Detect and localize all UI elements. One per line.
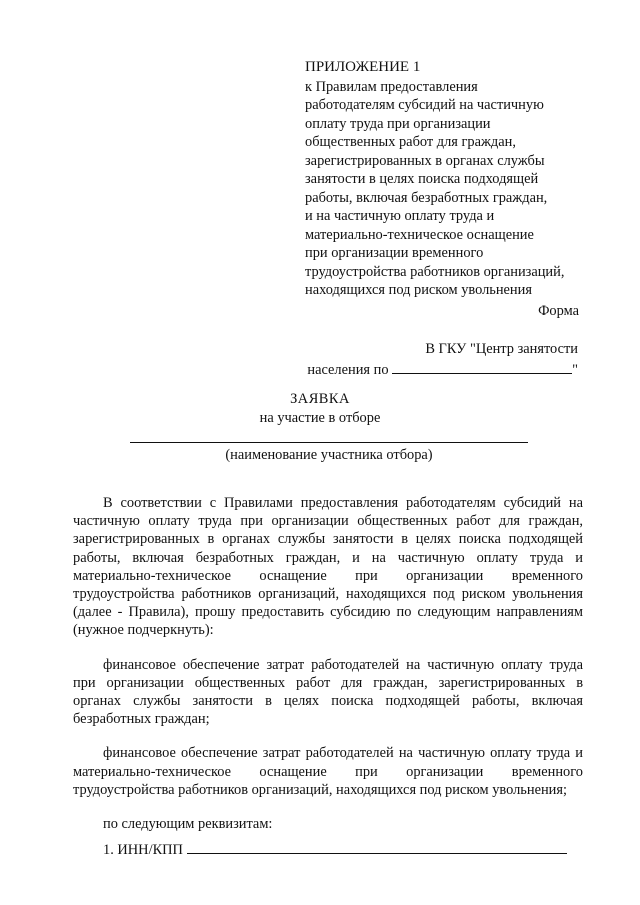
application-title: ЗАЯВКА: [290, 391, 350, 407]
appendix-line: оплату труда при организации: [305, 115, 491, 132]
addressee-suffix: ": [572, 362, 578, 378]
appendix-line: и на частичную оплату труда и: [305, 208, 495, 224]
application-heading: [0, 390, 640, 428]
body-paragraph: В соответствии с Правилами предоставления работодателям субсидий на частичную оплату труда при организации общественных работ для граждан, зарегистрированных в органах службы занятости в целях поиска подходящей работы, включая безработных граждан, и на частичную оплату труда и материально-техническое оснащение при организации временного трудоустройства работников организаций, находящихся под риском увольнения (далее - Правила), прошу предоставить субсидию по следующим направлениям (нужное подчеркнуть):: [73, 495, 583, 639]
appendix-line: трудоустройства работников организаций,: [305, 263, 565, 280]
appendix-line: к Правилам предоставления: [305, 78, 478, 95]
appendix-line: зарегистрированных в органах службы: [305, 152, 545, 169]
addressee-block: [307, 339, 578, 380]
addressee-prefix: населения по: [307, 362, 389, 378]
inn-kpp-label: 1. ИНН/КПП: [103, 842, 183, 858]
appendix-line: материально-техническое оснащение: [305, 226, 534, 243]
appendix-header: [305, 58, 564, 300]
inn-kpp-row: [103, 839, 567, 859]
application-subtitle: на участие в отборе: [259, 410, 381, 426]
addressee-line-2: [307, 359, 578, 380]
document-body: [73, 494, 583, 849]
body-paragraph: финансовое обеспечение затрат работодателей на частичную оплату труда и материально-техническое оснащение при организации временного трудоустройства работников организаций, находящихся под риском увольнения;: [73, 745, 583, 798]
region-blank-field[interactable]: [392, 359, 572, 374]
appendix-line: работы, включая безработных граждан,: [305, 189, 548, 206]
appendix-line: находящихся под риском увольнения: [305, 282, 532, 298]
body-paragraph: финансовое обеспечение затрат работодателей на частичную оплату труда при организации общественных работ для граждан, зарегистрированных в органах службы занятости в целях поиска подходящей работы, включая безработных граждан;: [73, 656, 583, 728]
addressee-line-1: В ГКУ "Центр занятости: [425, 341, 578, 357]
participant-name-block: [130, 442, 528, 464]
appendix-line: работодателям субсидий на частичную: [305, 97, 544, 113]
inn-kpp-field[interactable]: [187, 839, 567, 854]
participant-name-field[interactable]: [130, 442, 528, 443]
appendix-line: общественных работ для граждан,: [305, 134, 516, 150]
appendix-title: ПРИЛОЖЕНИЕ 1: [305, 59, 421, 75]
appendix-line: при организации временного: [305, 245, 484, 261]
body-paragraph: по следующим реквизитам:: [103, 816, 273, 833]
appendix-line: занятости в целях поиска подходящей: [305, 171, 539, 187]
participant-caption: (наименование участника отбора): [225, 447, 433, 463]
form-label: Форма: [538, 303, 579, 319]
